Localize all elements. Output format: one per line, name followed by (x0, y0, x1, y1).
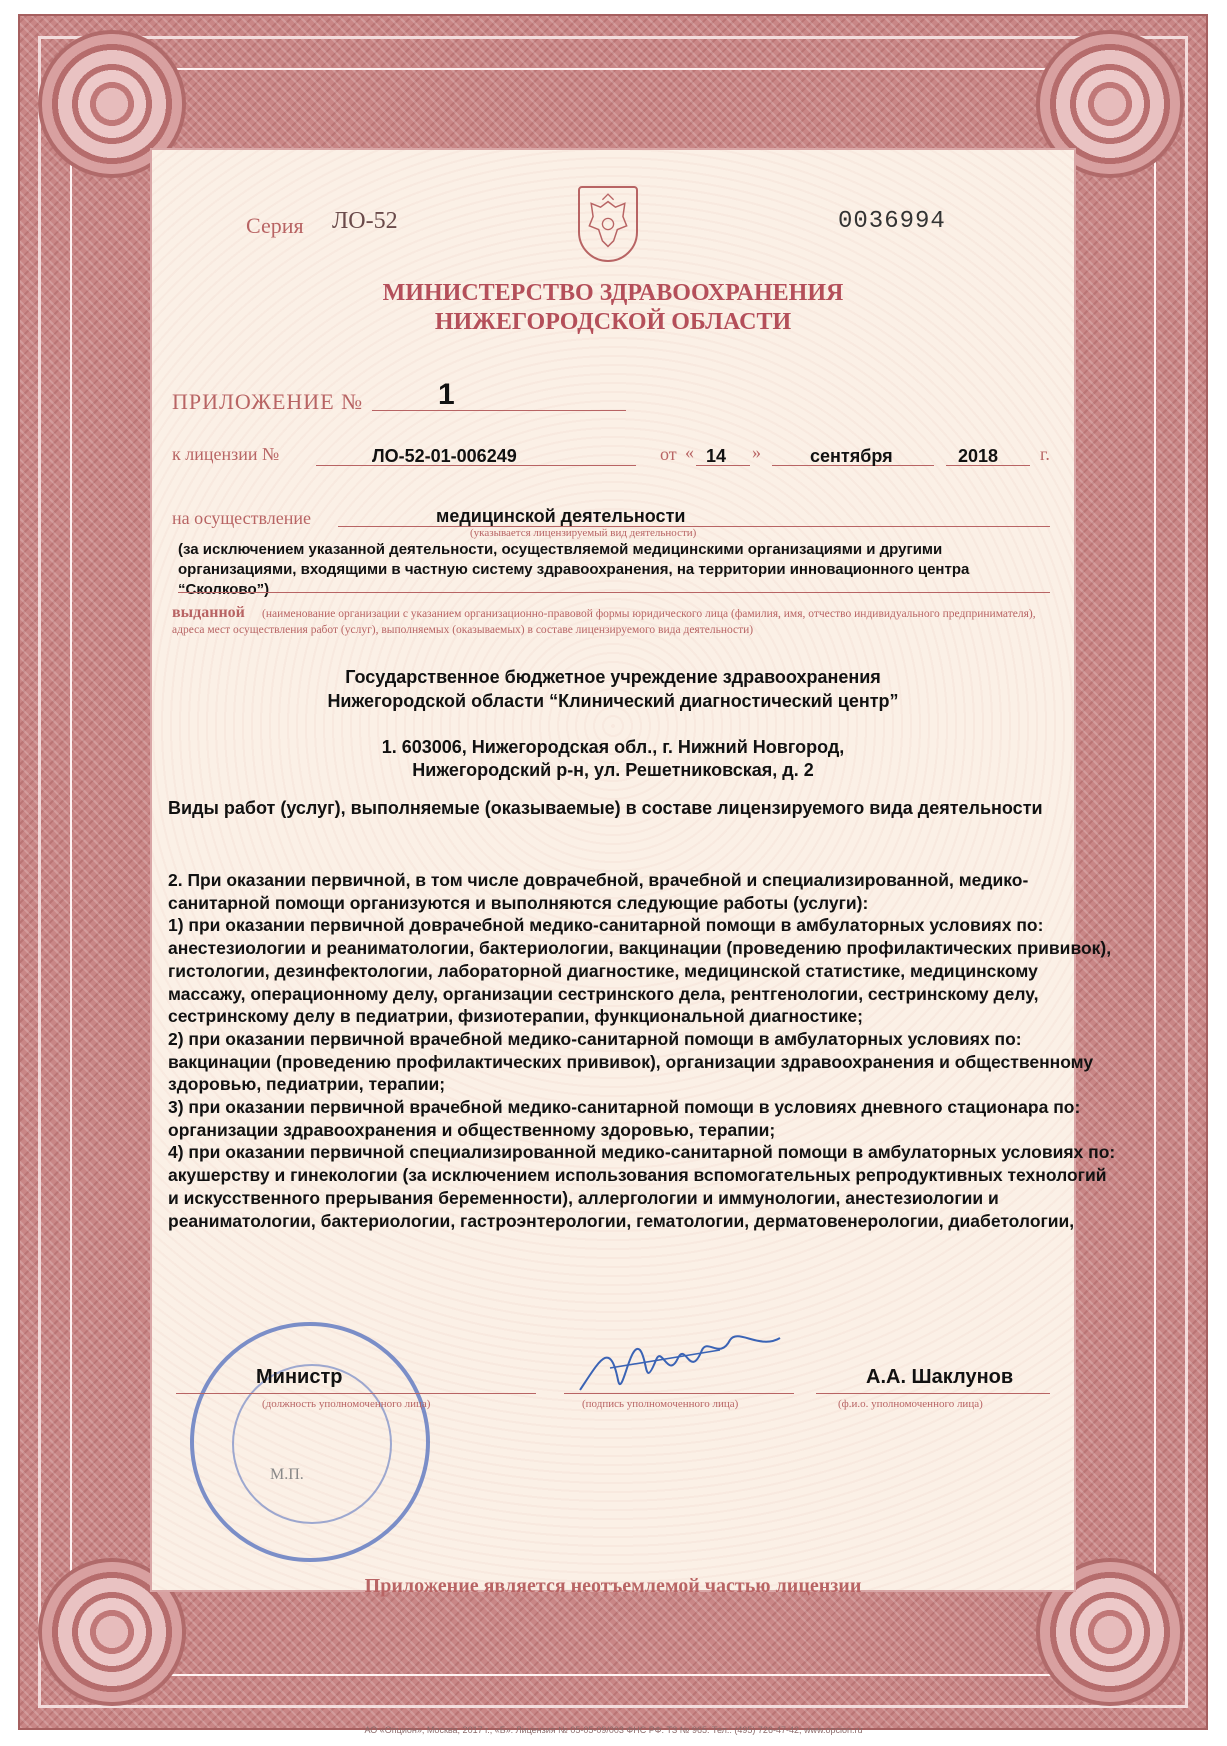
name-caption: (ф.и.о. уполномоченного лица) (838, 1398, 983, 1410)
license-day: 14 (706, 446, 727, 466)
activity-value: медицинской деятельности (436, 506, 686, 526)
position-caption: (должность уполномоченного лица) (262, 1398, 431, 1410)
official-seal (190, 1322, 430, 1562)
signature-caption: (подпись уполномоченного лица) (582, 1398, 739, 1410)
open-quote: « (685, 442, 694, 462)
license-year: 2018 (958, 446, 999, 466)
works-title: Виды работ (услуг), выполняемые (оказываемые) в составе лицензируемого вида деятельности (168, 798, 1043, 818)
from-label: от (660, 444, 677, 464)
services-item-2: 2) при оказании первичной врачебной медико-санитарной помощи в амбулаторных условиях по: вакцинации (проведению профилактических прививок), организации здравоохранения и общественному здоровью, педиатрии, терапии; (168, 1028, 1094, 1095)
address-line1: 1. 603006, Нижегородская обл., г. Нижний Новгород, (381, 737, 845, 757)
license-number: ЛО-52-01-006249 (372, 446, 517, 466)
issued-label: выданной (172, 604, 245, 621)
issuer-title-line1: МИНИСТЕРСТВО ЗДРАВООХРАНЕНИЯ (382, 280, 844, 306)
printer-imprint: АО «Опцион», Москва, 2017 г., «Б». Лицензия № 05-05-09/003 ФНС РФ. ТЗ № 965. Тел.: (495) 726-47-42, www.opcion.ru (364, 1725, 863, 1735)
services-list (168, 869, 1118, 1232)
appendix-underline (372, 410, 626, 411)
services-item-3: 3) при оказании первичной врачебной медико-санитарной помощи в условиях дневного стационара по: организации здравоохранения и общественному здоровью, терапии; (168, 1097, 1081, 1140)
year-suffix: г. (1040, 444, 1050, 464)
activity-label: на осуществление (172, 508, 311, 528)
organization-line1: Государственное бюджетное учреждение здравоохранения (345, 667, 881, 687)
signer-position: Министр (256, 1366, 343, 1388)
signer-name: А.А. Шаклунов (866, 1366, 1014, 1388)
appendix-label: ПРИЛОЖЕНИЕ № (172, 389, 364, 414)
name-underline (816, 1393, 1050, 1394)
organization-line2: Нижегородской области “Клинический диагностический центр” (327, 691, 899, 711)
license-month: сентября (810, 446, 893, 466)
services-intro: 2. При оказании первичной, в том числе доврачебной, врачебной и специализированной, медико-санитарной помощи организуются и выполняются следующие работы (услуги): (168, 870, 1029, 913)
activity-hint: (указывается лицензируемый вид деятельности) (470, 527, 697, 539)
services-item-4: 4) при оказании первичной специализированной медико-санитарной помощи в амбулаторных условиях по: акушерству и гинекологии (за исключением использования вспомогательных репродуктивных технологий и искусственного прерывания беременности), аллергологии и иммунологии, анестезиологии и реаниматологии, бактериологии, гастроэнтерологии, гематологии, дерматовенерологии, диабетологии, (168, 1142, 1116, 1231)
coat-of-arms-icon (578, 186, 638, 262)
detail-underline (178, 592, 1050, 593)
issued-hint: (наименование организации с указанием организационно-правовой формы юридического лица (фамилия, имя, отчество индивидуального предпринимателя), адреса мест осуществления работ (услуг), выполняемых (оказываемых) в составе лицензируемого вида деятельности) (172, 608, 1036, 636)
seal-place-label: М.П. (270, 1466, 304, 1483)
form-number: 0036994 (838, 208, 946, 235)
series-label: Серия (246, 213, 304, 238)
license-label: к лицензии № (172, 444, 280, 464)
position-underline (176, 1393, 536, 1394)
footer-note: Приложение является неотъемлемой частью лицензии (364, 1575, 862, 1597)
address-line2: Нижегородский р-н, ул. Решетниковская, д. 2 (412, 760, 814, 780)
appendix-number: 1 (438, 378, 455, 411)
series-value: ЛО-52 (332, 208, 398, 234)
activity-detail: (за исключением указанной деятельности, осуществляемой медицинскими организациями и другими организациями, входящими в частную систему здравоохранения, на территории инновационного центра “Сколково”) (178, 541, 970, 598)
handwritten-signature-icon (570, 1320, 790, 1410)
issuer-title-line2: НИЖЕГОРОДСКОЙ ОБЛАСТИ (434, 309, 792, 335)
close-quote: » (752, 442, 761, 462)
services-item-1: 1) при оказании первичной доврачебной медико-санитарной помощи в амбулаторных условиях по: анестезиологии и реаниматологии, бактериологии, вакцинации (проведению профилактических прививок), гистологии, дезинфектологии, лабораторной диагностике, медицинской статистике, медицинскому массажу, операционному делу, организации сестринского дела, рентгенологии, сестринскому делу, сестринскому делу в педиатрии, физиотерапии, функциональной диагностике; (168, 915, 1112, 1027)
